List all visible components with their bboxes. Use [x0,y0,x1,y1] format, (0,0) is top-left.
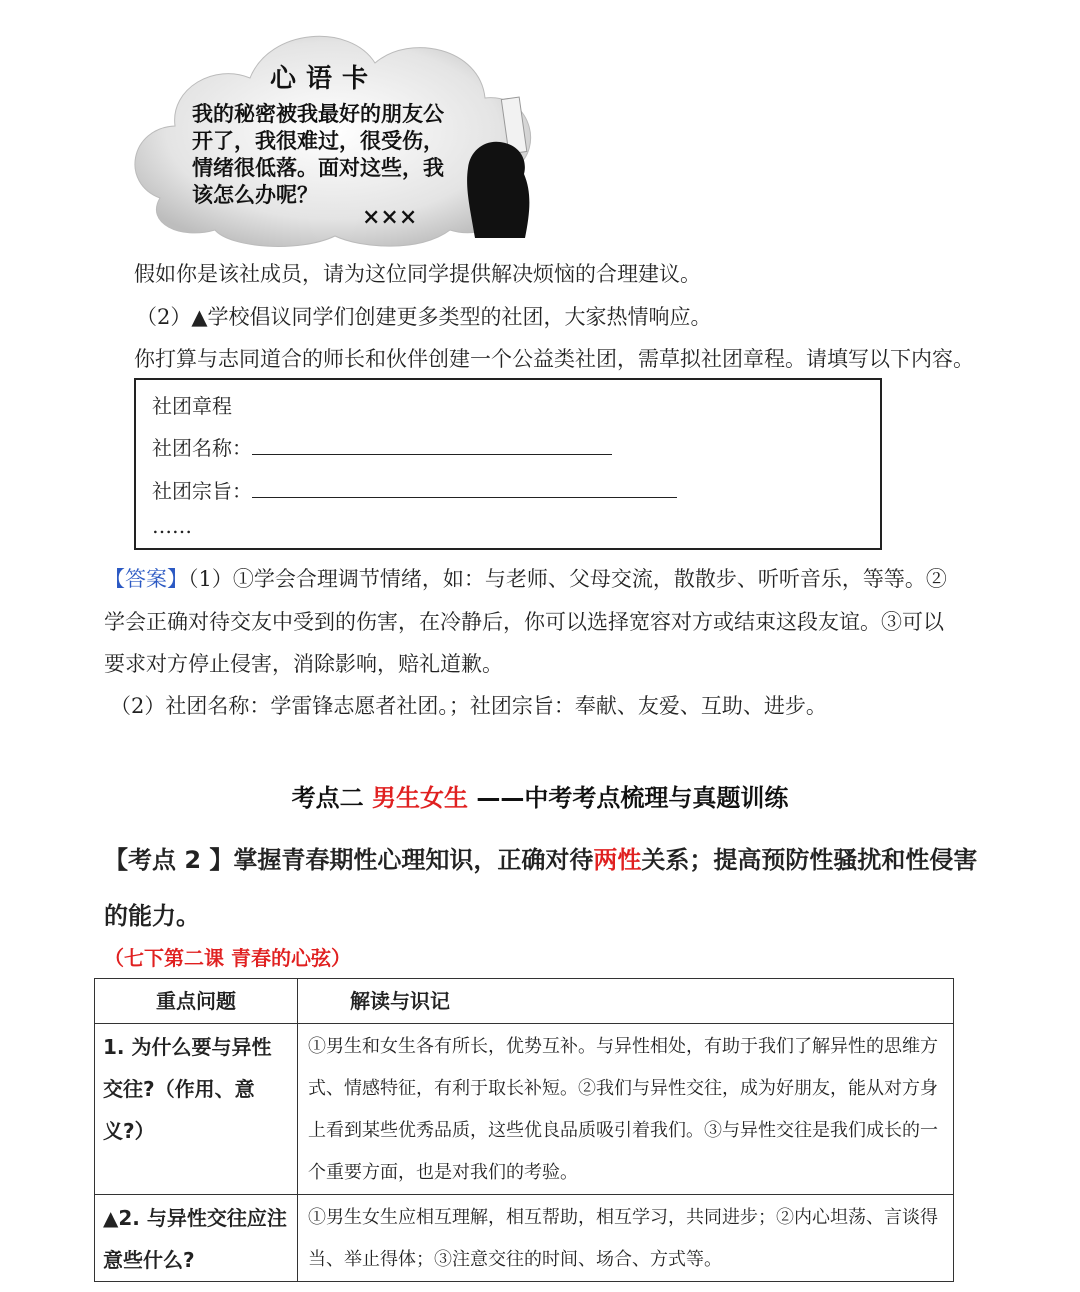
answer-line-4: （2）社团名称：学雷锋志愿者社团。；社团宗旨：奉献、友爱、互助、进步。 [110,694,827,718]
answer-text-1: （1）①学会合理调节情绪，如：与老师、父母交流，散散步、听听音乐，等等。② [188,567,947,591]
keypoint-part-1: 【考点 2 】掌握青春期性心理知识，正确对待 [104,846,594,874]
keypoint [104,832,984,944]
card-title: 心语卡 [270,64,379,94]
answer-line-2: 学会正确对待交友中受到的伤害，在冷静后，你可以选择宽容对方或结束这段友谊。③可以 [104,610,944,634]
charter-title: 社团章程 [152,394,232,418]
section-heading [0,778,1080,813]
table-header-row [95,979,954,1024]
card-text: 我的秘密被我最好的朋友公开了，我很难过，很受伤，情绪很低落。面对这些，我该怎么办呢？ [192,101,444,207]
charter-purpose-row [152,475,677,504]
card-signature: ××× [362,204,418,230]
table-cell-answer: ①男生女生应相互理解，相互帮助，相互学习，共同进步；②内心坦荡、言谈得当、举止得体；③注意交往的时间、场合、方式等。 [298,1195,954,1282]
answer-line-3: 要求对方停止侵害，消除影响，赔礼道歉。 [104,652,503,676]
table-header-interpretation: 解读与识记 [298,979,954,1024]
charter-name-blank[interactable] [252,438,612,455]
table-row [95,1195,954,1282]
keypoint-part-2: 关系；提高预防性骚扰和性侵害的能力。 [104,846,978,930]
answer-line-1 [104,563,947,593]
question-line-3: 你打算与志同道合的师长和伙伴创建一个公益类社团，需草拟社团章程。请填写以下内容。 [134,347,974,371]
keypoint-highlight: 两性 [593,846,642,874]
section-suffix: ——中考考点梳理与真题训练 [476,784,789,812]
charter-ellipsis: …… [152,514,192,538]
charter-name-label: 社团名称： [152,436,252,460]
charter-name-row [152,432,612,461]
charter-purpose-label: 社团宗旨： [152,479,252,503]
table-cell-answer: ①男生和女生各有所长，优势互补。与异性相处，有助于我们了解异性的思维方式、情感特征，有利于取长补短。②我们与异性交往，成为好朋友，能从对方身上看到某些优秀品质，这些优良品质吸引着我们。③与异性交往是我们成长的一个重要方面，也是对我们的考验。 [298,1024,954,1195]
table-cell-question: 1. 为什么要与异性交往?（作用、意义?） [95,1024,298,1195]
lesson-label: （七下第二课 青春的心弦） [104,946,351,970]
charter-purpose-blank[interactable] [252,481,677,498]
table-row [95,1024,954,1195]
table-header-issue: 重点问题 [95,979,298,1024]
question-line-1: 假如你是该社成员，请为这位同学提供解决烦恼的合理建议。 [134,262,701,286]
girl-silhouette [467,142,529,238]
section-prefix: 考点二 [291,784,364,812]
key-issues-table [94,978,954,1282]
section-topic: 男生女生 [372,784,468,812]
charter-box [134,378,882,550]
answer-tag: 【答案】 [104,567,188,591]
table-cell-question: ▲2. 与异性交往应注意些什么? [95,1195,298,1282]
question-line-2: （2）▲学校倡议同学们创建更多类型的社团，大家热情响应。 [136,305,712,329]
